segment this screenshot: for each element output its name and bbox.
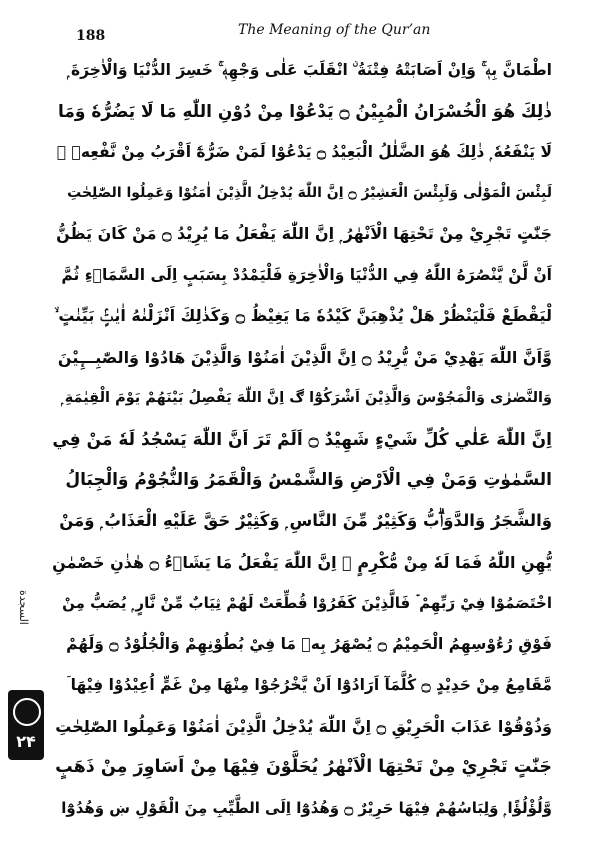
text-line: اِنَّ اللّٰهَ عَلٰي كُلِّ شَيْءٍ شَهِيْدٌ ۝ اَلَمْ تَرَ اَنَّ اللّٰهَ يَسْجُدُ لَهٗ مَنْ فِي	[52, 429, 552, 450]
text-line: مَّقَامِعُ مِنْ حَدِيْدٍ ۝ كُلَّمَآ اَرَادُوْٓا اَنْ يَّخْرُجُوْا مِنْهَا مِنْ غَمٍّ اُعِيْدُوْا فِيْهَا ۤ	[66, 675, 552, 694]
running-title: The Meaning of the Qur’an	[238, 22, 431, 38]
text-line: لَبِئْسَ الْمَوْلٰى وَلَبِئْسَ الْعَشِيْرُ ۝ اِنَّ اللّٰهَ يُدْخِلُ الَّذِيْنَ اٰمَنُوْا وَعَمِلُوا الصّٰلِحٰتِ	[67, 185, 552, 201]
text-line: السَّمٰوٰتِ وَمَنْ فِي الْاَرْضِ وَالشَّمْسُ وَالْقَمَرُ وَالنُّجُوْمُ وَالْجِبَالُ	[65, 470, 552, 490]
text-line: جَنّٰتٍ تَجْرِيْ مِنْ تَحْتِهَا الْاَنْهٰرُ يُحَلَّوْنَ فِيْهَا مِنْ اَسَاوِرَ مِنْ ذَهَبٍ	[55, 757, 552, 777]
juz-marker-label: ۲۴	[16, 732, 36, 751]
juz-marker	[8, 690, 44, 760]
text-line: لْيَقْطَعْ فَلْيَنْظُرْ هَلْ يُذْهِبَنَّ كَيْدُهٗ مَا يَغِيْظُ ۝ وَكَذٰلِكَ اَنْزَلْنٰهُ اٰيٰتٍۢ بَيِّنٰتٍ ۙ	[54, 306, 552, 325]
text-line: اَنْ لَّنْ يَّنْصُرَهُ اللّٰهُ فِي الدُّنْيَا وَالْاٰخِرَةِ فَلْيَمْدُدْ بِسَبَبٍ اِلَى السَّمَاۗءِ ثُمَّ	[61, 266, 552, 284]
text-line: وَالنَّصٰرٰى وَالْمَجُوْسَ وَالَّذِيْنَ اَشْرَكُوْٓا ڰ اِنَّ اللّٰهَ يَفْصِلُ بَيْنَهُمْ يَوْمَ الْقِيٰمَةِ ۭ	[61, 390, 552, 406]
text-line: لَا يَنْفَعُهٗ ۭ ذٰلِكَ هُوَ الضَّلٰلُ الْبَعِيْدُ ۝ يَدْعُوْا لَمَنْ ضَرُّهٗٓ اَقْرَبُ مِنْ نَّفْعِهٖ ۭ	[56, 142, 552, 161]
text-line: اطْمَانَّ بِهٖ ۚ وَاِنْ اَصَابَتْهُ فِتْنَةُ ۨ انْقَلَبَ عَلٰى وَجْهِهٖ ۚ خَسِرَ الدُّنْيَا وَالْاٰخِرَةَ ۭ	[67, 60, 552, 79]
text-line: فَوْقِ رُءُوْسِهِمُ الْحَمِيْمُ ۝ يُصْهَرُ بِهٖ مَا فِيْ بُطُوْنِهِمْ وَالْجُلُوْدُ ۝ وَلَهُمْ	[66, 635, 552, 653]
text-line: وَالشَّجَرُ وَالدَّوَاۗبُّ وَكَثِيْرٌ مِّنَ النَّاسِ ۭ وَكَثِيْرٌ حَقَّ عَلَيْهِ الْعَذَابُ ۭ وَمَنْ	[59, 511, 552, 530]
text-line: وَّاَنَّ اللّٰهَ يَهْدِيْ مَنْ يُّرِيْدُ ۝ اِنَّ الَّذِيْنَ اٰمَنُوْا وَالَّذِيْنَ هَادُوْا وَالصّٰبِـــِٕيْنَ	[57, 347, 552, 367]
text-line: وَّلُؤْلُؤًا ۭ وَلِبَاسُهُمْ فِيْهَا حَرِيْرٌ ۝ وَهُدُوْٓا اِلَى الطَّيِّبِ مِنَ الْقَوْلِ ښ وَهُدُوْٓا	[61, 799, 552, 817]
text-line: وَذُوْقُوْا عَذَابَ الْحَرِيْقِ ۝ اِنَّ اللّٰهَ يُدْخِلُ الَّذِيْنَ اٰمَنُوْا وَعَمِلُوا الصّٰلِحٰتِ	[55, 716, 552, 736]
text-line: ذٰلِكَ هُوَ الْخُسْرَانُ الْمُبِيْنُ ۝ يَدْعُوْا مِنْ دُوْنِ اللّٰهِ مَا لَا يَضُرُّهٗ وَمَا	[57, 101, 552, 122]
text-line: اخْتَصَمُوْا فِيْ رَبِّهِمْ ۡ فَالَّذِيْنَ كَفَرُوْا قُطِّعَتْ لَهُمْ ثِيَابٌ مِّنْ نَّارٍ ۭ يُصَبُّ مِنْ	[62, 594, 552, 612]
text-line: جَنّٰتٍ تَجْرِيْ مِنْ تَحْتِهَا الْاَنْهٰرُ ۭ اِنَّ اللّٰهَ يَفْعَلُ مَا يُرِيْدُ ۝ مَنْ كَانَ يَظُنُّ	[56, 224, 552, 243]
page-header	[58, 20, 558, 46]
arabic-text-block	[52, 44, 552, 834]
page-number: 188	[76, 28, 106, 44]
ruku-ring-icon	[13, 698, 41, 726]
sajdah-margin-note: السجدة	[17, 590, 30, 625]
text-line: يُّهِنِ اللّٰهُ فَمَا لَهٗ مِنْ مُّكْرِمٍ ۭ اِنَّ اللّٰهَ يَفْعَلُ مَا يَشَاۗءُ ۝ ھٰذٰنِ خَصْمٰنِ	[52, 552, 552, 572]
